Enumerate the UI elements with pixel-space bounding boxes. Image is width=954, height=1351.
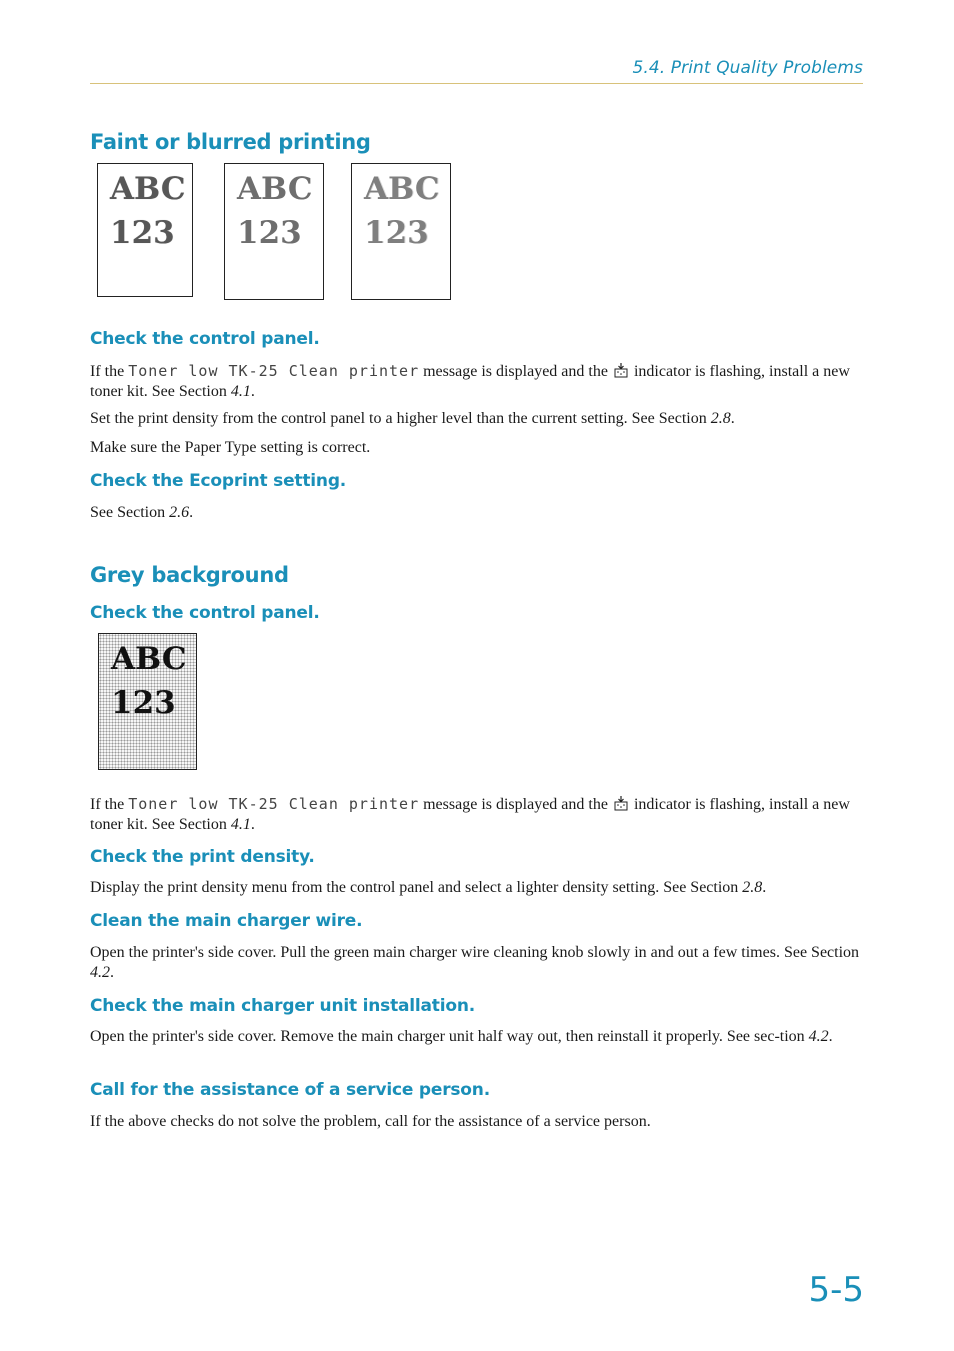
text-fragment: . — [828, 1028, 833, 1045]
text-fragment: . — [762, 879, 767, 896]
subheading-check-control-panel: Check the control panel. — [90, 329, 320, 349]
text-fragment: . — [250, 383, 255, 400]
paragraph-charger-unit — [90, 1027, 865, 1047]
section-title-faint: Faint or blurred printing — [90, 130, 371, 154]
sample-text-line2: 123 — [237, 215, 302, 251]
section-reference: 4.1 — [230, 816, 251, 833]
paragraph-print-density — [90, 409, 865, 429]
section-reference: 4.2 — [90, 964, 110, 981]
section-title-grey: Grey background — [90, 563, 289, 587]
subheading-call-service-person: Call for the assistance of a service person. — [90, 1080, 490, 1100]
section-reference: 2.6 — [169, 504, 190, 521]
paragraph-service-person: If the above checks do not solve the problem, call for the assistance of a service person. — [90, 1113, 651, 1130]
sample-image-faint-1 — [97, 163, 193, 297]
paragraph-density-menu — [90, 878, 865, 898]
text-fragment: message is displayed and the — [419, 363, 612, 380]
running-header — [90, 58, 863, 84]
text-fragment: Display the print density menu from the control panel and select a lighter density setting. See Section — [90, 879, 743, 896]
display-message: Toner low TK-25 Clean printer — [128, 362, 420, 380]
subheading-check-ecoprint: Check the Ecoprint setting. — [90, 471, 347, 491]
text-fragment: . — [250, 816, 255, 833]
display-message: Toner low TK-25 Clean printer — [128, 795, 420, 813]
header-section-title: 5.4. Print Quality Problems — [632, 58, 863, 78]
text-fragment: indicator is flashing, install a new toner kit. See Section — [90, 796, 850, 833]
paragraph-charger-wire — [90, 943, 865, 983]
sample-text-line1: ABC — [237, 171, 313, 207]
text-fragment: If the — [90, 363, 129, 380]
subheading-clean-charger-wire: Clean the main charger wire. — [90, 911, 363, 931]
text-fragment: indicator is flashing, install a new toner kit. See Section — [90, 363, 850, 400]
sample-image-grey — [98, 633, 197, 770]
paragraph-toner-low — [90, 361, 865, 402]
sample-text-line2: 123 — [110, 215, 175, 251]
paragraph-toner-low-grey — [90, 794, 865, 835]
sample-text-line1: ABC — [111, 641, 187, 677]
text-fragment: Open the printer's side cover. Pull the green main charger wire cleaning knob slowly in and out a few times. See Section — [90, 944, 860, 961]
text-fragment: . — [189, 504, 194, 521]
text-fragment: . — [110, 964, 114, 981]
sample-image-faint-3 — [351, 163, 451, 300]
section-reference: 4.1 — [230, 383, 251, 400]
paragraph-ecoprint — [90, 503, 865, 523]
section-reference: 4.2 — [808, 1028, 829, 1045]
sample-text-line2: 123 — [364, 215, 429, 251]
section-reference: 2.8 — [742, 879, 763, 896]
section-reference: 2.8 — [710, 410, 731, 427]
sample-image-faint-2 — [224, 163, 324, 300]
subheading-charger-unit-installation: Check the main charger unit installation. — [90, 996, 475, 1016]
subheading-check-print-density: Check the print density. — [90, 847, 315, 867]
toner-indicator-icon — [614, 796, 628, 811]
sample-text-line2: 123 — [111, 685, 176, 721]
text-fragment: If the — [90, 796, 129, 813]
page-number: 5-5 — [808, 1270, 864, 1310]
text-fragment: . — [730, 410, 735, 427]
text-fragment: Set the print density from the control panel to a higher level than the current setting. See Section — [90, 410, 711, 427]
paragraph-paper-type: Make sure the Paper Type setting is correct. — [90, 439, 371, 456]
text-fragment: Open the printer's side cover. Remove the main charger unit half way out, then reinstall it properly. See sec-tion — [90, 1028, 809, 1045]
sample-text-line1: ABC — [110, 171, 186, 207]
text-fragment: message is displayed and the — [419, 796, 612, 813]
text-fragment: See Section — [90, 504, 170, 521]
toner-indicator-icon — [614, 363, 628, 378]
sample-text-line1: ABC — [364, 171, 440, 207]
subheading-check-control-panel: Check the control panel. — [90, 603, 320, 623]
